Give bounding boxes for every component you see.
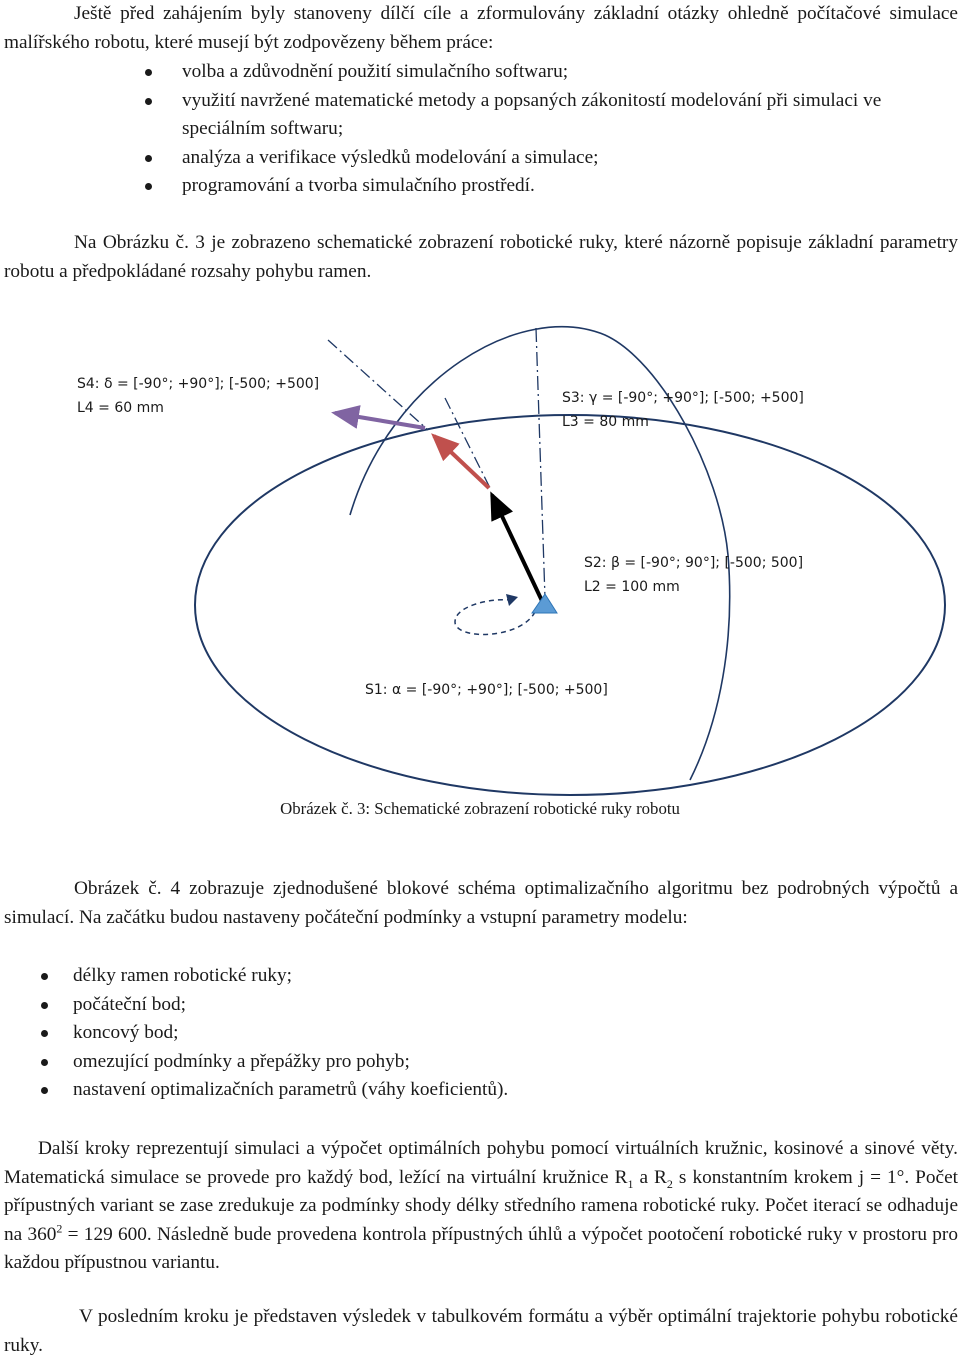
bullet-icon bbox=[41, 1087, 48, 1094]
s2-range-label: S2: β = [-90°; 90°]; [-500; 500] bbox=[584, 555, 804, 571]
axis-line-vertical bbox=[536, 328, 545, 598]
s4-length-label: L4 = 60 mm bbox=[77, 400, 164, 416]
bullet-icon bbox=[145, 69, 152, 76]
s3-length-label: L3 = 80 mm bbox=[562, 414, 649, 430]
list-item: nastavení optimalizačních parametrů (váhy koeficientů). bbox=[73, 1076, 953, 1105]
bullet-icon bbox=[41, 1002, 48, 1009]
rotation-direction-arrow bbox=[455, 600, 535, 635]
base-joint-icon bbox=[532, 594, 557, 613]
s4-range-label: S4: δ = [-90°; +90°]; [-500; +500] bbox=[77, 376, 320, 392]
arm-segment-l2 bbox=[492, 495, 543, 603]
rotation-arrowhead-icon bbox=[506, 594, 518, 606]
s3-range-label: S3: γ = [-90°; +90°]; [-500; +500] bbox=[562, 390, 804, 406]
list-item: omezující podmínky a přepážky pro pohyb; bbox=[73, 1048, 953, 1077]
figure-intro-paragraph: Na Obrázku č. 3 je zobrazeno schematické zobrazení robotické ruky, které názorně popisuje základní parametry robotu a předpokládané rozsahy pohybu ramen. bbox=[4, 232, 958, 282]
figure-caption: Obrázek č. 3: Schematické zobrazení robotické ruky robotu bbox=[280, 799, 680, 818]
s2-length-label: L2 = 100 mm bbox=[584, 579, 680, 595]
bullet-icon bbox=[145, 183, 152, 190]
base-rotation-ellipse bbox=[195, 415, 945, 795]
s1-range-label: S1: α = [-90°; +90°]; [-500; +500] bbox=[365, 682, 608, 698]
list-item: délky ramen robotické ruky; bbox=[73, 962, 953, 991]
axis-line-s4 bbox=[328, 340, 428, 430]
bullet-icon bbox=[145, 155, 152, 162]
intro-paragraph: Ještě před zahájením byly stanoveny dílčí cíle a zformulovány základní otázky ohledně počítačové simulace malířského robotu, které musejí být zodpovězeny během práce: bbox=[4, 3, 958, 53]
arm-segment-l3 bbox=[434, 436, 489, 488]
list-item: koncový bod; bbox=[73, 1019, 953, 1048]
bullet-icon bbox=[41, 1059, 48, 1066]
section3-paragraph: Další kroky reprezentují simulaci a výpočet optimálních pohybu pomocí virtuálních kružnic, kosinové a sinové věty. Matematická simulace se provede pro každý bod, ležící na virtuální kružnice $R_1$ a $R_2$ s konstantním krokem j = 1°. Počet přípustných variant se zase zredukuje za podmínky shody délky středního ramena robotické ruky. Počet iterací se odhaduje na $360^2 = 129$ 600. Následně bude provedena kontrola přípustných úhlů a výpočet pootočení robotické ruky v prostoru pro každou přípustnou variantu. bbox=[4, 1138, 958, 1274]
list-item: analýza a verifikace výsledků modelování a simulace; bbox=[182, 144, 958, 173]
bullet-icon bbox=[145, 98, 152, 105]
goals-list bbox=[182, 58, 958, 201]
list-item: počáteční bod; bbox=[73, 991, 953, 1020]
parameters-list bbox=[73, 962, 953, 1105]
list-item: volba a zdůvodnění použití simulačního softwaru; bbox=[182, 58, 958, 87]
axis-line-s3 bbox=[445, 398, 490, 488]
list-item: využití navržené matematické metody a popsaných zákonitostí modelování při simulaci ve speciálním softwaru; bbox=[182, 87, 958, 144]
bullet-icon bbox=[41, 1030, 48, 1037]
bullet-icon bbox=[41, 973, 48, 980]
robot-arm-diagram bbox=[0, 300, 960, 800]
section2-paragraph: Obrázek č. 4 zobrazuje zjednodušené blokové schéma optimalizačního algoritmu bez podrobných výpočtů a simulací. Na začátku budou nastaveny počáteční podmínky a vstupní parametry modelu: bbox=[4, 878, 958, 928]
final-paragraph: V posledním kroku je představen výsledek v tabulkovém formátu a výběr optimální trajektorie pohybu robotické ruky. bbox=[4, 1306, 958, 1356]
list-item: programování a tvorba simulačního prostředí. bbox=[182, 172, 958, 201]
